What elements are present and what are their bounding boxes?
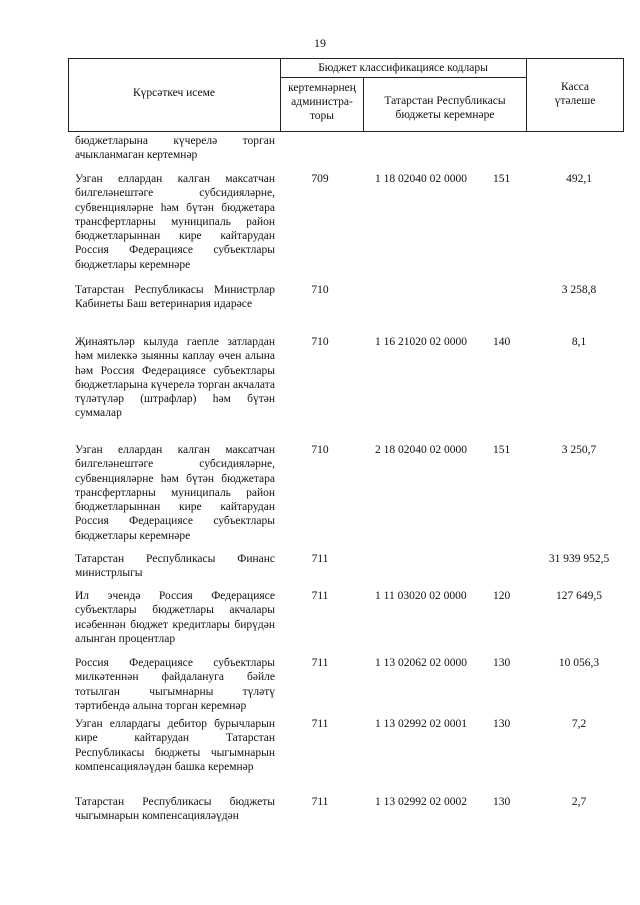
- row-amount: 10 056,3: [558, 657, 600, 669]
- row-admin: 711: [311, 590, 329, 602]
- table-header: [68, 58, 624, 132]
- header-admin: кертемнәрнең администра- торы: [288, 82, 356, 122]
- row-subcode: 151: [493, 173, 511, 185]
- row-admin: 711: [311, 796, 329, 808]
- row-code: 1 16 21020 02 0000: [375, 336, 467, 348]
- row-name: Узган еллардан калган максатчан билгеләнештәге субсидияләрне, субвенцияләрне һәм бүтән бюджетара трансфертларны муниципаль район бюджетларыннан кире кайтарудан Россия Федерациясе субъектлары бюджетлары керемнәре: [75, 173, 275, 271]
- row-name: Татарстан Республикасы Финанс министрлыгы: [75, 553, 275, 580]
- row-admin: 711: [311, 718, 329, 730]
- row-code: 1 18 02040 02 0000: [375, 173, 467, 185]
- row-name: Татарстан Республикасы Министрлар Кабинеты Баш ветеринария идарәсе: [75, 284, 275, 311]
- row-name: Узган еллардагы дебитор бурычларын кире кайтарудан Татарстан Республикасы бюджеты чыгымнарын компенсацияләүдән башка керемнәр: [75, 718, 275, 773]
- row-amount: 2,7: [571, 796, 587, 808]
- row-admin: 711: [311, 553, 329, 565]
- header-cash: Касса үтәлеше: [554, 81, 596, 107]
- row-amount: 492,1: [566, 173, 592, 185]
- row-admin: 710: [311, 444, 329, 456]
- row-subcode: 120: [493, 590, 511, 602]
- row-code: 1 13 02062 02 0000: [375, 657, 467, 669]
- row-subcode: 130: [493, 796, 511, 808]
- row-amount: 31 939 952,5: [548, 553, 610, 565]
- row-amount: 3 258,8: [561, 284, 597, 296]
- header-revenue: Татарстан Республикасы бюджеты керемнәре: [384, 95, 506, 121]
- row-admin: 709: [311, 173, 329, 185]
- header-indicator-name: Күрсәткеч исеме: [132, 87, 216, 99]
- row-name: Россия Федерациясе субъектлары милкәтеннән файдалануга бәйле тотылган чыгымнарны түләтү тәртибендә алына торган керемнәр: [75, 657, 275, 712]
- row-subcode: 130: [493, 657, 511, 669]
- row-name: бюджетларына күчерелә торган ачыкланмаган кертемнәр: [75, 135, 275, 162]
- row-admin: 711: [311, 657, 329, 669]
- row-amount: 3 250,7: [561, 444, 597, 456]
- row-name: Узган еллардан калган максатчан билгеләнештәге субсидияләрне, субвенцияләрне һәм бүтән бюджетара трансфертларны муниципаль район бюджетларыннан кире кайтарудан Россия Федерациясе субъектлары бюджетлары керемнәре: [75, 444, 275, 542]
- row-name: Җинаятьләр кылуда гаепле затлардан һәм милеккә зыянны каплау өчен алына һәм Россия Федерациясе субъектлары бюджетларына күчерелә торган акчалата түләтүләр (штрафлар) һәм бүтән суммалар: [75, 336, 275, 420]
- row-admin: 710: [311, 336, 329, 348]
- row-name: Ил эчендә Россия Федерациясе субъектлары бюджетлары акчалары исәбеннән бюджет кредитлары бирүдән алынган процентлар: [75, 590, 275, 645]
- row-code: 1 11 03020 02 0000: [375, 590, 467, 602]
- row-amount: 7,2: [571, 718, 587, 730]
- row-subcode: 151: [493, 444, 511, 456]
- row-amount: 127 649,5: [556, 590, 602, 602]
- row-admin: 710: [311, 284, 329, 296]
- header-budget-codes: Бюджет классификациясе кодлары: [318, 62, 488, 74]
- page-number: 19: [314, 36, 326, 50]
- row-name: Татарстан Республикасы бюджеты чыгымнарын компенсацияләүдән: [75, 796, 275, 823]
- row-code: 2 18 02040 02 0000: [375, 444, 467, 456]
- row-subcode: 130: [493, 718, 511, 730]
- row-amount: 8,1: [571, 336, 587, 348]
- row-code: 1 13 02992 02 0002: [375, 796, 467, 808]
- row-code: 1 13 02992 02 0001: [375, 718, 467, 730]
- row-subcode: 140: [493, 336, 511, 348]
